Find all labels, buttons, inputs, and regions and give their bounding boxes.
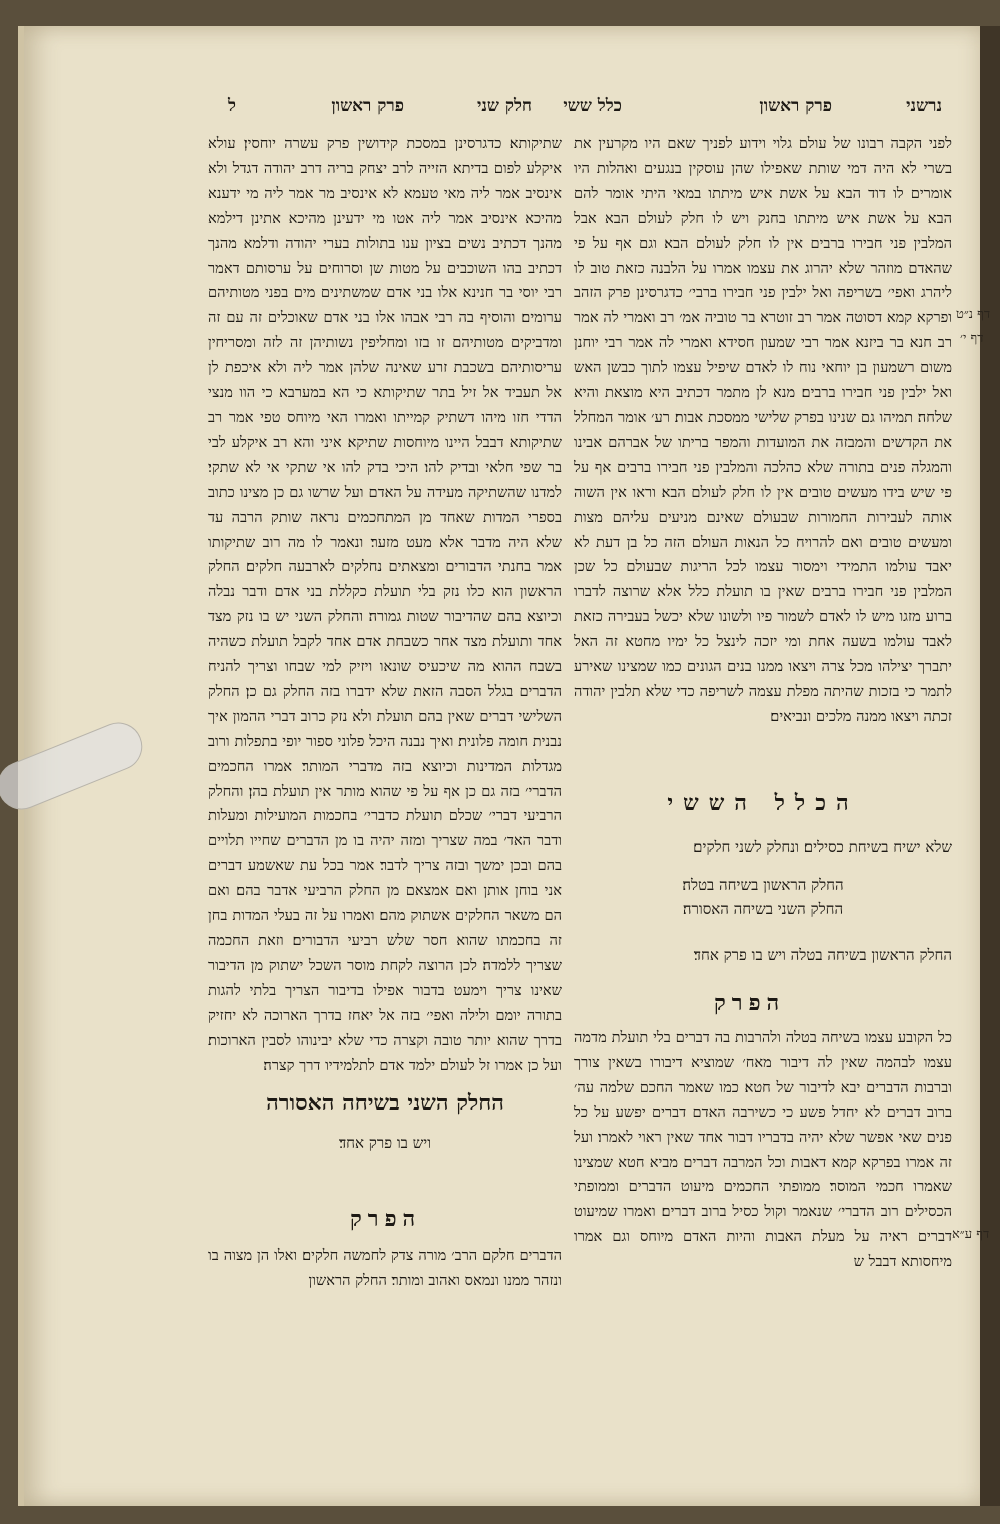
kelal-intro-line: שלא ישיח בשיחת כסילים׃ ונחלק לשני חלקים׃: [693, 838, 952, 856]
kelal-title: הכלל הששי: [667, 790, 859, 816]
left-column-paragraph: שתיקותא׃ כדגרסינן במסכת קידושין פרק עשרה יוחסין׃ עולא איקלע לפום בדיתא הזייה לרב יצחק בריה דרב יהודה דגדל ולא אינסיב אמר ליה מאי טעמא לא אינסיב מר אמר ליה מי ידענא מהיכא אינסיב אמר ליה אטו מי ידעינן מהיכא אתינן דילמא מהנך דכתיב נשים בציון ענו בתולות בערי יהודה ודלמא מהנך דכתיב בהו השוכבים על מטות שן וסרוחים על ערסותם דאמר רבי יוסי בר חנינא אלו בני אדם שמשתינים מים בפני מטותיהם ערומים׃ והוסיף בה רבי אבהו אלו בני אדם שאוכלים זה עם זה ומדביקים מטותיהם זו בזו ומחליפין נשותיהן זה לזה ומסריחין עריסותיהם בשכבת זרע שאינה שלהן אמר ליה ולא איכפת לן אל תעביד אל זיל בתר שתיקותא כי הא במערבא כי הוו מנצי הדדי חזו מיהו דשתיק קמייתו ואמרו האי מיוחס טפי אמר רב שתיקותא דבבל היינו מיוחסות שתיקא׃ איני והא רב איקלע לבי בר שפי חלאי ובדיק להו׃ היכי בדק להו אי שתקי אי לא שתקי׃ למדנו שהשתיקה מעידה על האדם ועל שרשו גם כן מצינו כתוב בספרי המדות שאחד מן המתחכמים נראה שותק הרבה עד שלא היה מדבר אלא מעט מזער׃ ונאמר לו מה רוב שתיקותו אמר בחנתי הדבורים ומצאתים נחלקים לארבעה חלקים׃ החלק הראשון הוא כלו נזק בלי תועלת כקללת בני אדם ודבר נבלה וכיוצא בהם שהדיבור שטות גמורה׃ והחלק השני יש בו נזק מצד אחד ותועלת מצד אחר כשבחת אדם אחד לקבל תועלת כשהיה בשבח ההוא מה שיכעיס שונאו ויזיק למי שבחו וצריך להניח הדברים בגלל הסבה הזאת שלא ידברו בזה החלק גם כן׃ החלק השלישי דברים שאין בהם תועלת ולא נזק כרוב דברי ההמון איך נבנית חומה פלונית׃ ואיך נבנה היכל פלוני ספור יופי בתפלות ורוב מגדלות המדינות וכיוצא בזה מדברי המותר׃ אמרו החכמים הדברי׳ בזה גם כן אף על פי שהוא מותר אין תועלת בהן׃ והחלק הרביעי דברי׳ שכלם תועלת כדברי׳ בחכמות המועילות ומעלות ודבר האד׳ במה שצריך ומזה יהיה בו מן הדברים שחייו תלויים בהם ובכן ימשך ובזה צריך לדבר׃ אמר בכל עת שאשמע דברים אני בוחן אותן ואם אמצאם מן החלק הרביעי אדבר בהם׃ ואם הם משאר החלקים אשתוק מהם׃ ואמרו על זה בעלי המדות בחן זה בחכמתו שהוא חסר שלש רביעי הדבורים׃ וזאת החכמה שצריך ללמדה׃ לכן הרוצה לקחת מוסר השכל ישתוק מן הדיבור שאינו צריך וימעט בדבור אפילו בדיבור הצריך בלתי להגות בתורה יומם ולילה ואפי׳ בזה אל יאחז בדרך הארוכה לא יחזיק בדרך שהוא יותר טובה וקצרה כדי שלא יבינוהו לסבין הארוכות׃ ועל כן אמרו זל לעולם ילמד אדם לתלמידיו דרך קצרה׃: [208, 135, 562, 1072]
left-column-bottom: [208, 1244, 562, 1304]
kelal-part-one: החלק הראשון בשיחה בטלה׃: [682, 876, 844, 894]
part-two-title: החלק השני בשיחה האסורה: [266, 1090, 504, 1116]
part-two-subtitle: ויש בו פרק אחד׃: [338, 1134, 432, 1152]
header-perek-left: פרק ראשון: [331, 96, 404, 116]
header-kelal-label: כלל ששי: [563, 96, 622, 116]
part-one-heading: החלק הראשון בשיחה בטלה ויש בו פרק אחד׃: [693, 946, 952, 964]
header-perek-right: פרק ראשון: [759, 96, 832, 116]
right-perek-title: הפרק: [714, 990, 786, 1016]
left-column-text: [208, 132, 562, 1072]
right-column-text: [574, 132, 952, 772]
margin-note: דף ע״א: [952, 1227, 990, 1242]
folio-number: ל: [228, 96, 236, 116]
left-perek-title: הפרק: [350, 1206, 422, 1232]
margin-note: דף נ״ט: [956, 307, 991, 322]
right-column-bottom: [574, 1026, 952, 1276]
right-column-paragraph: לפני הקבה רבונו של עולם גלוי וידוע לפניך שאם היו מקרעין את בשרי לא היה דמי שותת שאפילו שהן עוסקין בנגעים ואהלות היו אומרים לו דוד הבא על אשת איש מיתתו במאי היתי אומר להם הבא על אשת איש מיתתו בחנק ויש לו חלק לעולם הבא אבל המלבין פני חבירו ברבים אין לו חלק לעולם הבא׃ וגם אף על פי שהאדם מוזהר שלא יהרוג את עצמו אמרו על הלבנה כזאת טוב לו ליהרג ואפי׳ בשריפה ואל ילבין פני חבירו ברבי׳ כדגרסינן פרק הזהב ופרקא קמא דסוטה אמר רב זוטרא בר טוביה אמ׳ רב ואמרי לה אמר רב חנא בר ביזנא אמר רבי שמעון חסידא ואמרי לה אמר רבי יוחנן משום רשמעון בן יוחאי נוח לו לאדם שיפיל עצמו לתוך כבשן האש ואל ילבין פני חבירו ברבים׃ מנא לן מתמר דכתיב היא מוצאת והיא שלחה׃ תמיהו גם שנינו בפרק שלישי ממסכת אבות׃ רע׳ אומר המחלל את הקדשים והמבזה את המועדות והמפר בריתו של אברהם אבינו והמגלה פנים בתורה שלא כהלכה והמלבין פני חבירו ברבים אף על פי שיש בידו מעשים טובים אין לו חלק לעולם הבא׃ וראו אין השוה אותה לעבירות החמורות שבעולם שאינם מניעים עליהם מצות ומעשים טובים ואם להרויח כל הנאות העולם הזה כל בן דעת לא יאבד עולמו התמידי וימסור עצמו לכל הריגות שבעולם כל שכן המלבין פני חבירו ברבים שאין בו תועלת כלל אלא שרוצה לדברו ברוע מזגו מיש לו לאדם לשמור פיו ולשונו שלא יכשל בעבירה כזאת לאבד עולמו בשעה אחת ומי יזכה לינצל כל ימיו מחטא זה האל יתברך יצילהו מכל צרה ויצאו ממנו בנים הגונים כמו שמצינו שאירע לתמר כי בזכות שהיתה מפלת עצמה לשריפה כדי שלא תלבין יהודה זכתה ויצאו ממנה מלכים ונביאים׃: [574, 135, 952, 725]
header-chelek-label: חלק שני: [476, 96, 532, 116]
right-column-bottom-paragraph: כל הקובע עצמו בשיחה בטלה ולהרבות בה דברים בלי תועלת מדמה עצמו לבהמה שאין לה דיבור מאח׳ שמוציא דיבורו בשאין צורך וברבות הדברים יבא לדיבור של חטא׃ כמו שאמר החכם שלמה עה׳ ברוב דברים לא יחדל פשע כי כשירבה האדם דברים יפשע על כל פנים שאי אפשר שלא יהיה בדבריו דבור אחד שאין ראוי לאמרו׃ ועל זה אמרו בפרקא קמא דאבות וכל המרבה דברים מביא חטא שמצינו שאמרו חכמי המוסר׃ ממופתי החכמים מיעוט הדברים וממופתי הכסילים רוב הדברי׳ שנאמר וקול כסיל ברוב דברים׃ ואמרו שמיעוט דברים ראיה על מעלת האבות והיות האדם מיוחס וגם אמרו מיחסותא דבבל ש: [574, 1029, 952, 1271]
kelal-part-two: החלק השני בשיחה האסורה׃: [682, 900, 844, 918]
margin-note: דף י׳: [960, 331, 984, 346]
left-column-bottom-paragraph: הדברים חלקם הרב׳ מורה צדק לחמשה חלקים׃ ואלו הן מצוה בו ונזהר ממנו ונמאס ואהוב ומותר׃ החלק הראשון: [208, 1247, 562, 1289]
header-right-label: נרשני: [906, 96, 942, 116]
page-edge: [980, 26, 1000, 1506]
running-header: [214, 96, 952, 136]
